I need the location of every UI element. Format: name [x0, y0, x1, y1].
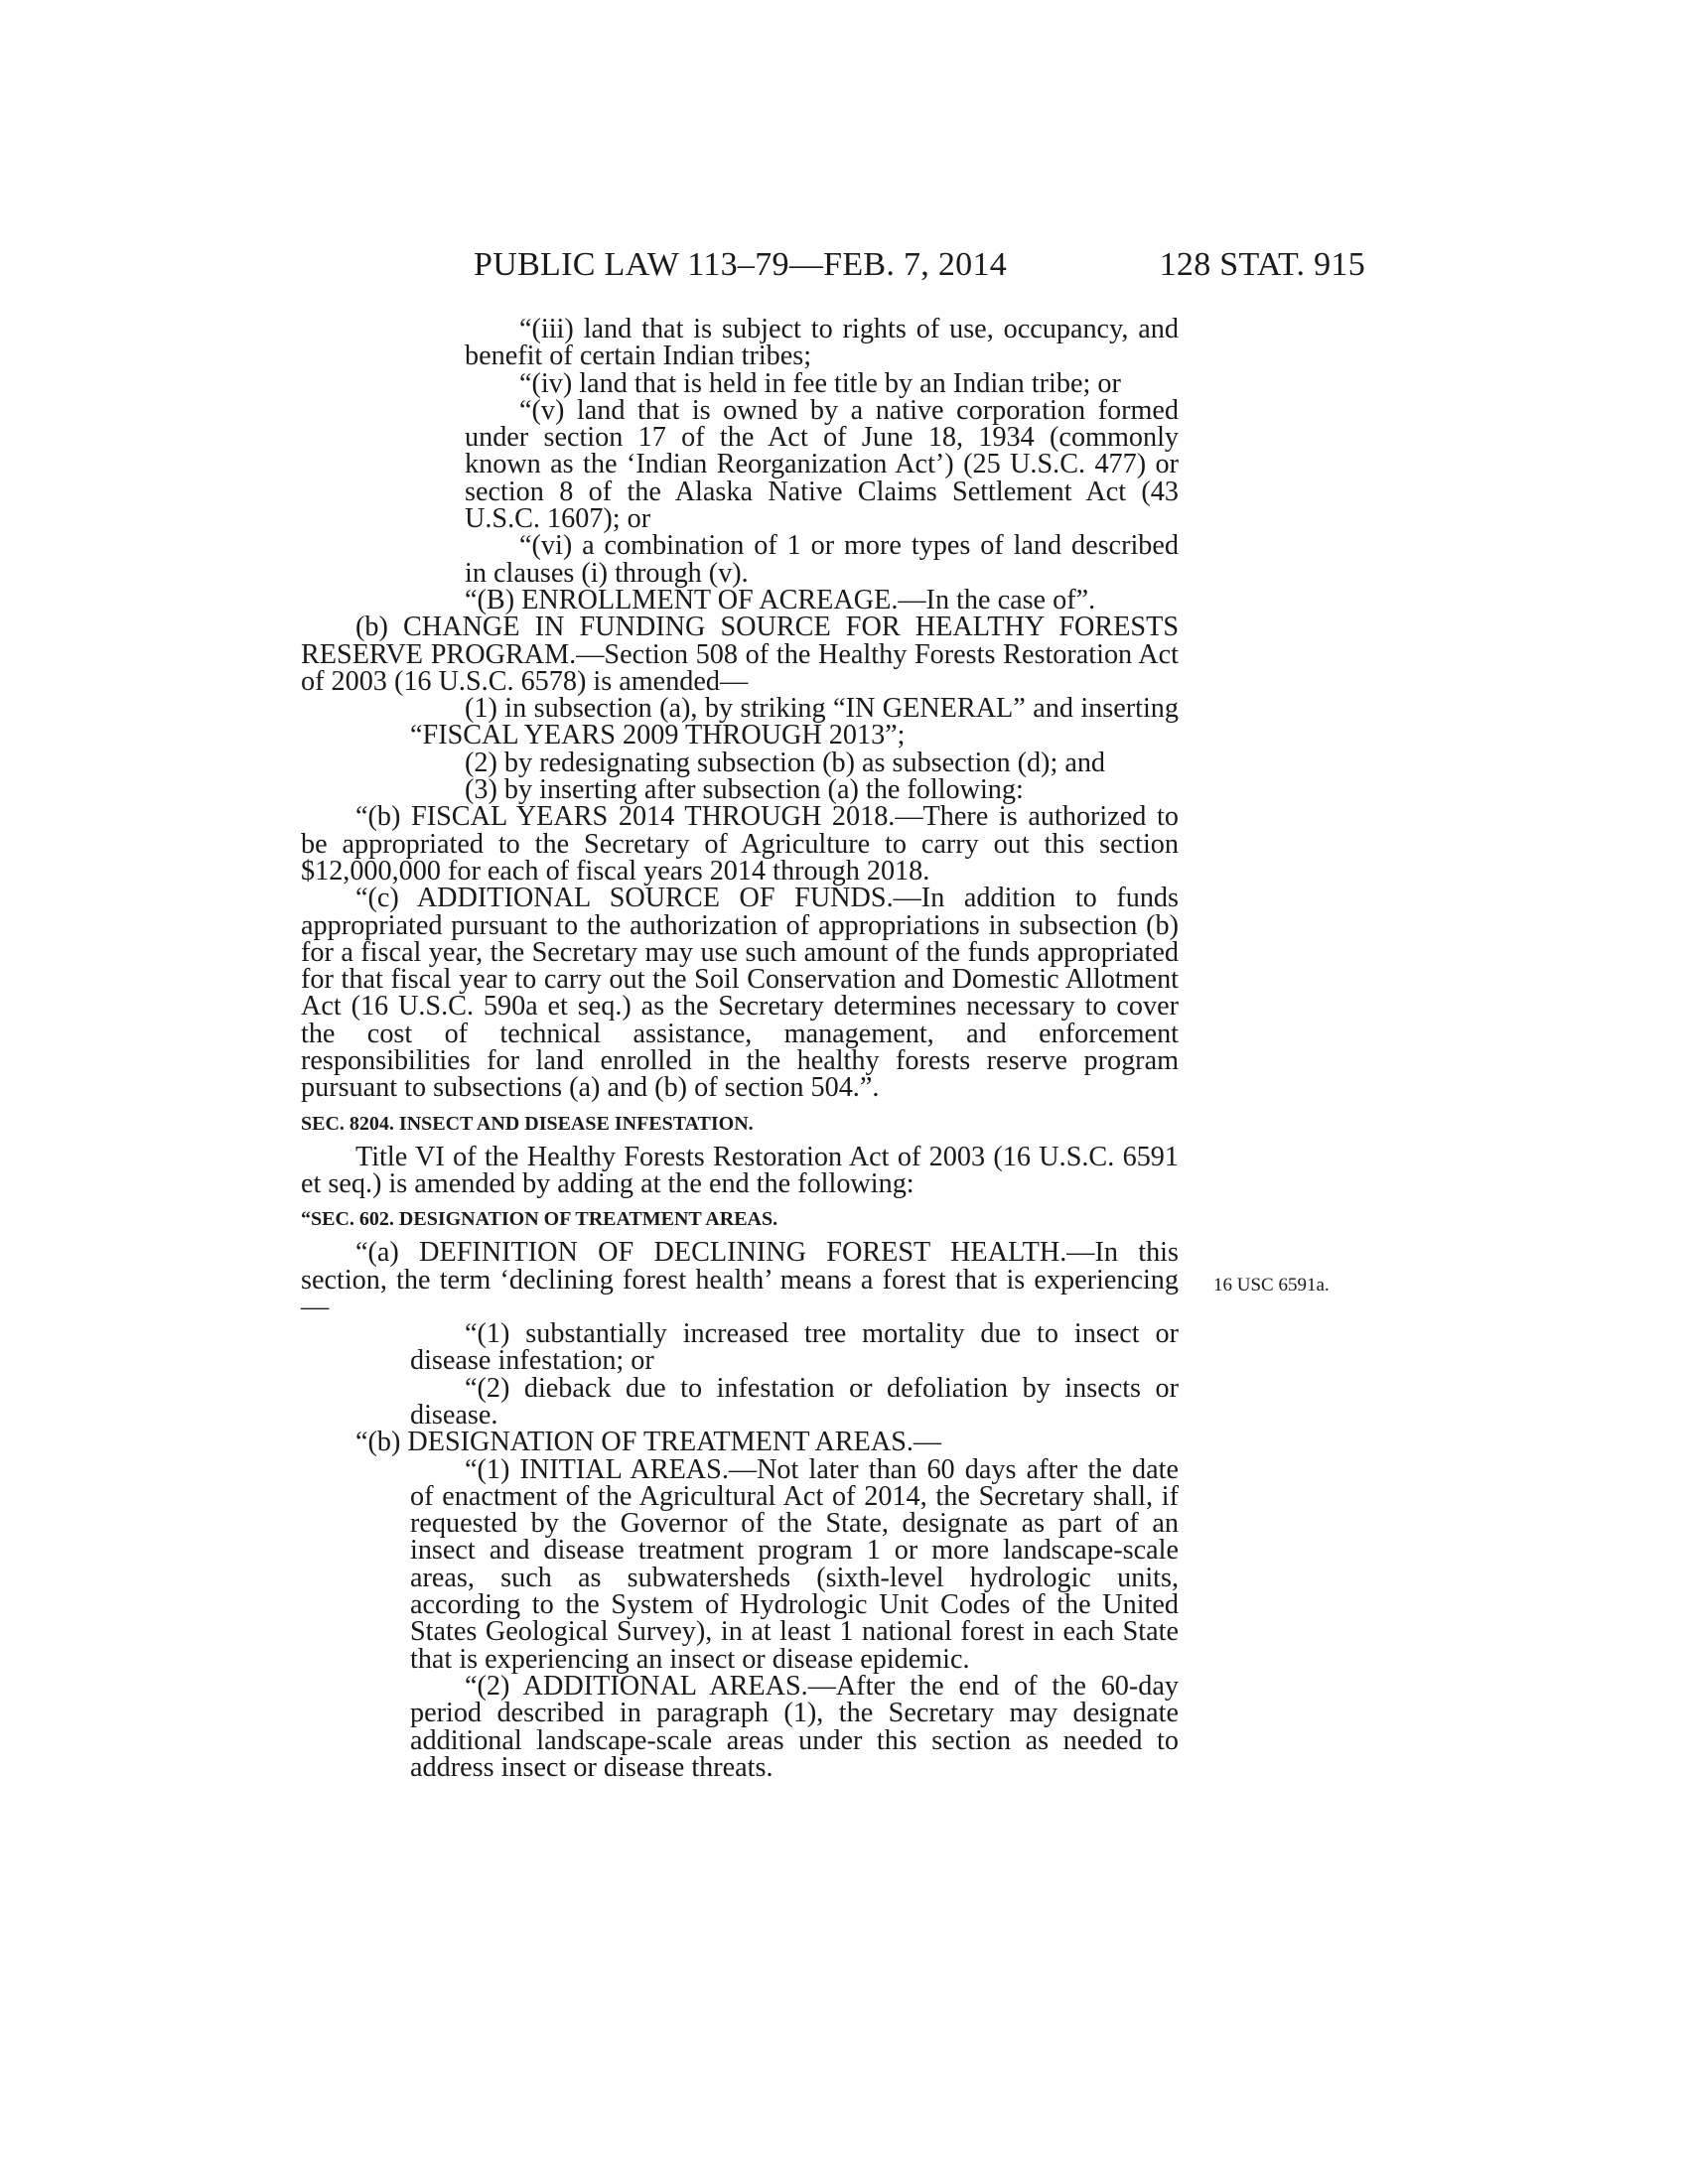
clause-iii: “(iii) land that is subject to rights of use, occupancy, and benefit of certain Indian tribes; — [465, 314, 1179, 372]
paragraph-3-inserting: (3) by inserting after subsection (a) the following: — [465, 774, 1024, 806]
page-number: 128 STAT. 915 — [1159, 246, 1365, 283]
paragraph-1-striking: (1) in subsection (a), by striking “IN GENERAL” and inserting “FISCAL YEARS 2009 THROUGH 2013”; — [410, 693, 1179, 751]
clause-iv: “(iv) land that is held in fee title by an Indian tribe; or — [519, 367, 1121, 399]
paragraph-1-initial-areas: “(1) INITIAL AREAS.—Not later than 60 days after the date of enactment of the Agricultural Act of 2014, the Secretary shall, if requested by the Governor of the State, designate as part of an insect and disease treatment program 1 or more landscape-scale areas, such as subwatersheds (sixth-level hydrologic units, according to the System of Hydrologic Unit Codes of the United States Geological Survey), in at least 1 national forest in each State that is experiencing an insect or disease epidemic. — [410, 1453, 1179, 1675]
clause-vi: “(vi) a combination of 1 or more types of land described in clauses (i) through (v). — [465, 530, 1179, 589]
body-text — [301, 316, 1179, 1781]
subparagraph-b-enrollment: “(B) ENROLLMENT OF ACREAGE.—In the case of”. — [465, 584, 1096, 615]
subsection-b-fiscal-years: “(b) FISCAL YEARS 2014 THROUGH 2018.—There is authorized to be appropriated to the Secretary of Agriculture to carry out this section $12,000,000 for each of fiscal years 2014 through 2018. — [301, 801, 1179, 887]
subsection-b-designation: “(b) DESIGNATION OF TREATMENT AREAS.— — [355, 1427, 942, 1458]
margin-citation: 16 USC 6591a. — [1213, 1275, 1330, 1296]
section-8204-text: Title VI of the Healthy Forests Restoration Act of 2003 (16 U.S.C. 6591 et seq.) is amended by adding at the end the following: — [301, 1141, 1179, 1199]
paragraph-2-dieback: “(2) dieback due to infestation or defoliation by insects or disease. — [410, 1372, 1179, 1431]
running-header-title: PUBLIC LAW 113–79—FEB. 7, 2014 — [474, 246, 1008, 283]
subsection-a-definition: “(a) DEFINITION OF DECLINING FOREST HEALTH.—In this section, the term ‘declining forest health’ means a forest that is experiencing— — [301, 1237, 1179, 1322]
subsection-c-additional-funds: “(c) ADDITIONAL SOURCE OF FUNDS.—In addition to funds appropriated pursuant to the authorization of appropriations in subsection (b) for a fiscal year, the Secretary may use such amount of the funds appropriated for that fiscal year to carry out the Soil Conservation and Domestic Allotment Act (16 U.S.C. 590a et seq.) as the Secretary determines necessary to cover the cost of technical assistance, management, and enforcement responsibilities for land enrolled in the healthy forests reserve program pursuant to subsections (a) and (b) of section 504.”. — [301, 883, 1179, 1104]
paragraph-1-mortality: “(1) substantially increased tree mortality due to insect or disease infestation; or — [410, 1318, 1179, 1377]
clause-v: “(v) land that is owned by a native corporation formed under section 17 of the Act of June 18, 1934 (commonly known as the ‘Indian Reorganization Act’) (25 U.S.C. 477) or section 8 of the Alaska Native Claims Settlement Act (43 U.S.C. 1607); or — [465, 394, 1179, 535]
paragraph-2-additional-areas: “(2) ADDITIONAL AREAS.—After the end of the 60-day period described in paragraph (1), the Secretary may designate additional landscape-scale areas under this section as needed to address insect or disease threats. — [410, 1670, 1179, 1783]
section-602-heading: “SEC. 602. DESIGNATION OF TREATMENT AREAS. — [301, 1208, 778, 1231]
paragraph-2-redesignating: (2) by redesignating subsection (b) as subsection (d); and — [465, 747, 1106, 778]
section-8204-heading: SEC. 8204. INSECT AND DISEASE INFESTATION. — [301, 1112, 754, 1135]
subsection-b-funding-source: (b) CHANGE IN FUNDING SOURCE FOR HEALTHY FORESTS RESERVE PROGRAM.—Section 508 of the Healthy Forests Restoration Act of 2003 (16 U.S.C. 6578) is amended— — [301, 612, 1179, 697]
